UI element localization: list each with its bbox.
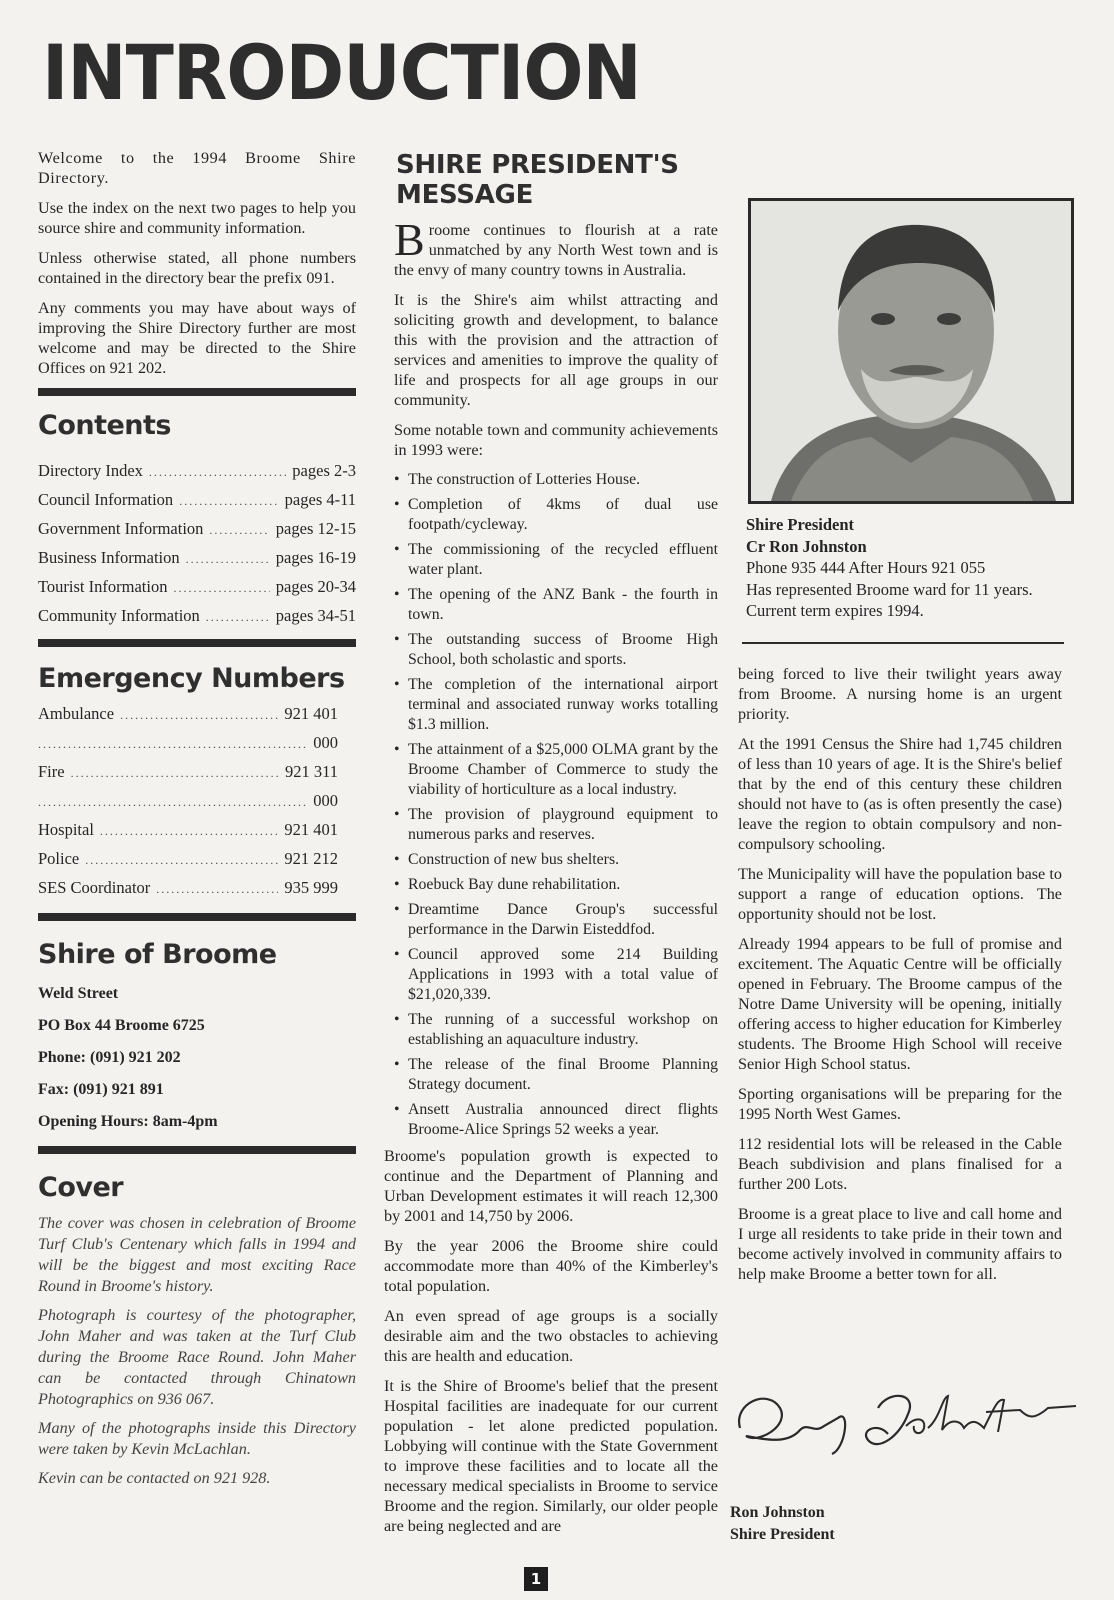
contents-heading: Contents [38,410,172,441]
cover-paragraph: Photograph is courtesy of the photographer, John Maher and was taken at the Turf Club during the Broome Race Round. John Maher can be contacted through Chinatown Photographics on 936 067. [38,1306,356,1408]
cover-paragraph: Kevin can be contacted on 921 928. [38,1469,271,1487]
message-paragraph: Broome is a great place to live and call home and I urge all residents to take pride in their town and become actively involved in community affairs to help make Broome a better town for all. [738,1205,1062,1283]
message-paragraph: At the 1991 Census the Shire had 1,745 children of less than 10 years of age. It is the Shire's belief that by the end of this century these children should not have to (as is often presently the case) leave the region to obtain compulsory and non-compulsory schooling. [738,735,1062,853]
section-divider [38,1146,356,1154]
message-paragraph: It is the Shire of Broome's belief that the present Hospital facilities are inadequate for our current population - let alone predicted population. Lobbying will continue with the State Government to improve these facilities and to locate all the necessary medical specialists in Broome to service Broome and the region. Similarly, our older people are being neglected and are [384,1377,718,1535]
list-item: • Ansett Australia announced direct flights Broome-Alice Springs 52 weeks a year. [394,1100,718,1140]
message-paragraph: Broome's population growth is expected to continue and the Department of Planning and Urban Development estimates it will reach 12,300 by 2001 and 14,750 by 2006. [384,1147,718,1225]
president-photo [748,198,1074,504]
page-title: INTRODUCTION [42,28,641,117]
contents-item: Directory Index ..... pages 2-3 [38,457,356,486]
cover-heading: Cover [38,1172,124,1203]
achievements-list [394,470,718,1140]
caption-divider [742,642,1064,644]
cover-paragraph: Many of the photographs inside this Directory were taken by Kevin McLachlan. [38,1419,356,1458]
list-item: • The release of the final Broome Planning Strategy document. [394,1055,718,1095]
left-column [38,148,356,1497]
contents-item: Business Information ..... pages 16-19 [38,544,356,573]
shire-contact [38,978,356,1138]
list-item: • Council approved some 214 Building Applications in 1993 with a total value of $21,020,339. [394,945,718,1005]
shire-fax: Fax: (091) 921 891 [38,1081,164,1098]
photo-caption [746,514,1076,622]
list-item: • The outstanding success of Broome High School, both scholastic and sports. [394,630,718,670]
message-paragraph: Sporting organisations will be preparing for the 1995 North West Games. [738,1085,1062,1123]
emergency-item: Ambulance ..... 921 401 [38,700,338,729]
message-paragraph: An even spread of age groups is a socially desirable aim and the two obstacles to achieving this are health and education. [384,1307,718,1365]
list-item: • The opening of the ANZ Bank - the fourth in town. [394,585,718,625]
list-item: • The provision of playground equipment to numerous parks and reserves. [394,805,718,845]
shire-address: Weld Street [38,985,119,1002]
message-paragraph: being forced to live their twilight years away from Broome. A nursing home is an urgent priority. [738,665,1062,723]
section-divider [38,913,356,921]
shire-hours: Opening Hours: 8am-4pm [38,1113,218,1130]
signature [728,1378,1088,1478]
signoff [730,1502,835,1546]
drop-cap: B [394,214,425,265]
emergency-item: Police ..... 921 212 [38,845,338,874]
page-number: 1 [524,1567,548,1591]
shire-phone: Phone: (091) 921 202 [38,1049,181,1066]
caption-role: Shire President [746,515,855,534]
caption-phone: Phone 935 444 After Hours 921 055 [746,558,986,577]
signoff-name: Ron Johnston [730,1504,825,1521]
message-paragraph: The Municipality will have the population base to support a range of education options. The opportunity should not be lost. [738,865,1062,923]
portrait-image [751,201,1071,501]
emergency-item: Hospital ..... 921 401 [38,816,338,845]
message-paragraph: Already 1994 appears to be full of promise and excitement. The Aquatic Centre will be officially opened in February. The Broome campus of the Notre Dame University will be opening, initially offering access to higher education for Kimberley students. The Broome High School will receive Senior High School status. [738,935,1062,1073]
list-item: • The running of a successful workshop on establishing an aquaculture industry. [394,1010,718,1050]
list-item: • The construction of Lotteries House. [394,470,718,490]
intro-paragraph: Any comments you may have about ways of improving the Shire Directory further are most welcome and may be directed to the Shire Offices on 921 202. [38,299,356,377]
emergency-item: Fire ..... 921 311 [38,758,338,787]
message-paragraph: Some notable town and community achievements in 1993 were: [394,421,718,459]
message-paragraph: 112 residential lots will be released in the Cable Beach subdivision and plans finalised for a further 200 Lots. [738,1135,1062,1193]
caption-name: Cr Ron Johnston [746,536,867,556]
emergency-item: SES Coordinator ..... 935 999 [38,874,338,903]
shire-po-box: PO Box 44 Broome 6725 [38,1017,205,1034]
signoff-role: Shire President [730,1526,835,1543]
contents-item: Tourist Information ..... pages 20-34 [38,573,356,602]
list-item: • The completion of the international airport terminal and associated runway works totalling $1.3 million. [394,675,718,735]
message-first-paragraph: Broome continues to flourish at a rate unmatched by any North West town and is the envy of many country towns in Australia. [394,214,718,279]
list-item: • Dreamtime Dance Group's successful performance in the Darwin Eisteddfod. [394,900,718,940]
emergency-list [38,700,338,903]
cover-paragraph: The cover was chosen in celebration of Broome Turf Club's Centenary which falls in 1994 and will be the biggest and most exciting Race Round in Broome's history. [38,1214,356,1295]
message-paragraph: It is the Shire's aim whilst attracting and soliciting growth and development, to balance this with the provision and the attraction of services and amenities to improve the quality of life and prospects for all age groups in our community. [394,291,718,409]
list-item: • Roebuck Bay dune rehabilitation. [394,875,718,895]
message-heading: SHIRE PRESIDENT'S MESSAGE [396,150,679,210]
middle-column [384,148,718,1546]
list-item: • Construction of new bus shelters. [394,850,718,870]
section-divider [38,388,356,396]
message-paragraph: By the year 2006 the Broome shire could accommodate more than 40% of the Kimberley's total population. [384,1237,718,1295]
list-item: • Completion of 4kms of dual use footpath/cycleway. [394,495,718,535]
right-column [738,664,1062,1294]
caption-note: Has represented Broome ward for 11 years. Current term expires 1994. [746,579,1033,620]
intro-paragraph: Unless otherwise stated, all phone numbers contained in the directory bear the prefix 091. [38,249,356,287]
contents-item: Community Information ..... pages 34-51 [38,602,356,631]
intro-paragraph: Welcome to the 1994 Broome Shire Directory. [38,149,356,187]
emergency-item: ..... 000 [38,787,338,816]
contents-list [38,457,356,631]
emergency-item: ..... 000 [38,729,338,758]
list-item: • The commissioning of the recycled effluent water plant. [394,540,718,580]
intro-paragraph: Use the index on the next two pages to help you source shire and community information. [38,199,356,237]
emergency-heading: Emergency Numbers [38,663,345,694]
contents-item: Council Information ..... pages 4-11 [38,486,356,515]
section-divider [38,639,356,647]
list-item: • The attainment of a $25,000 OLMA grant by the Broome Chamber of Commerce to study the viability of horticulture as a local industry. [394,740,718,800]
contents-item: Government Information ..... pages 12-15 [38,515,356,544]
shire-heading: Shire of Broome [38,939,277,970]
